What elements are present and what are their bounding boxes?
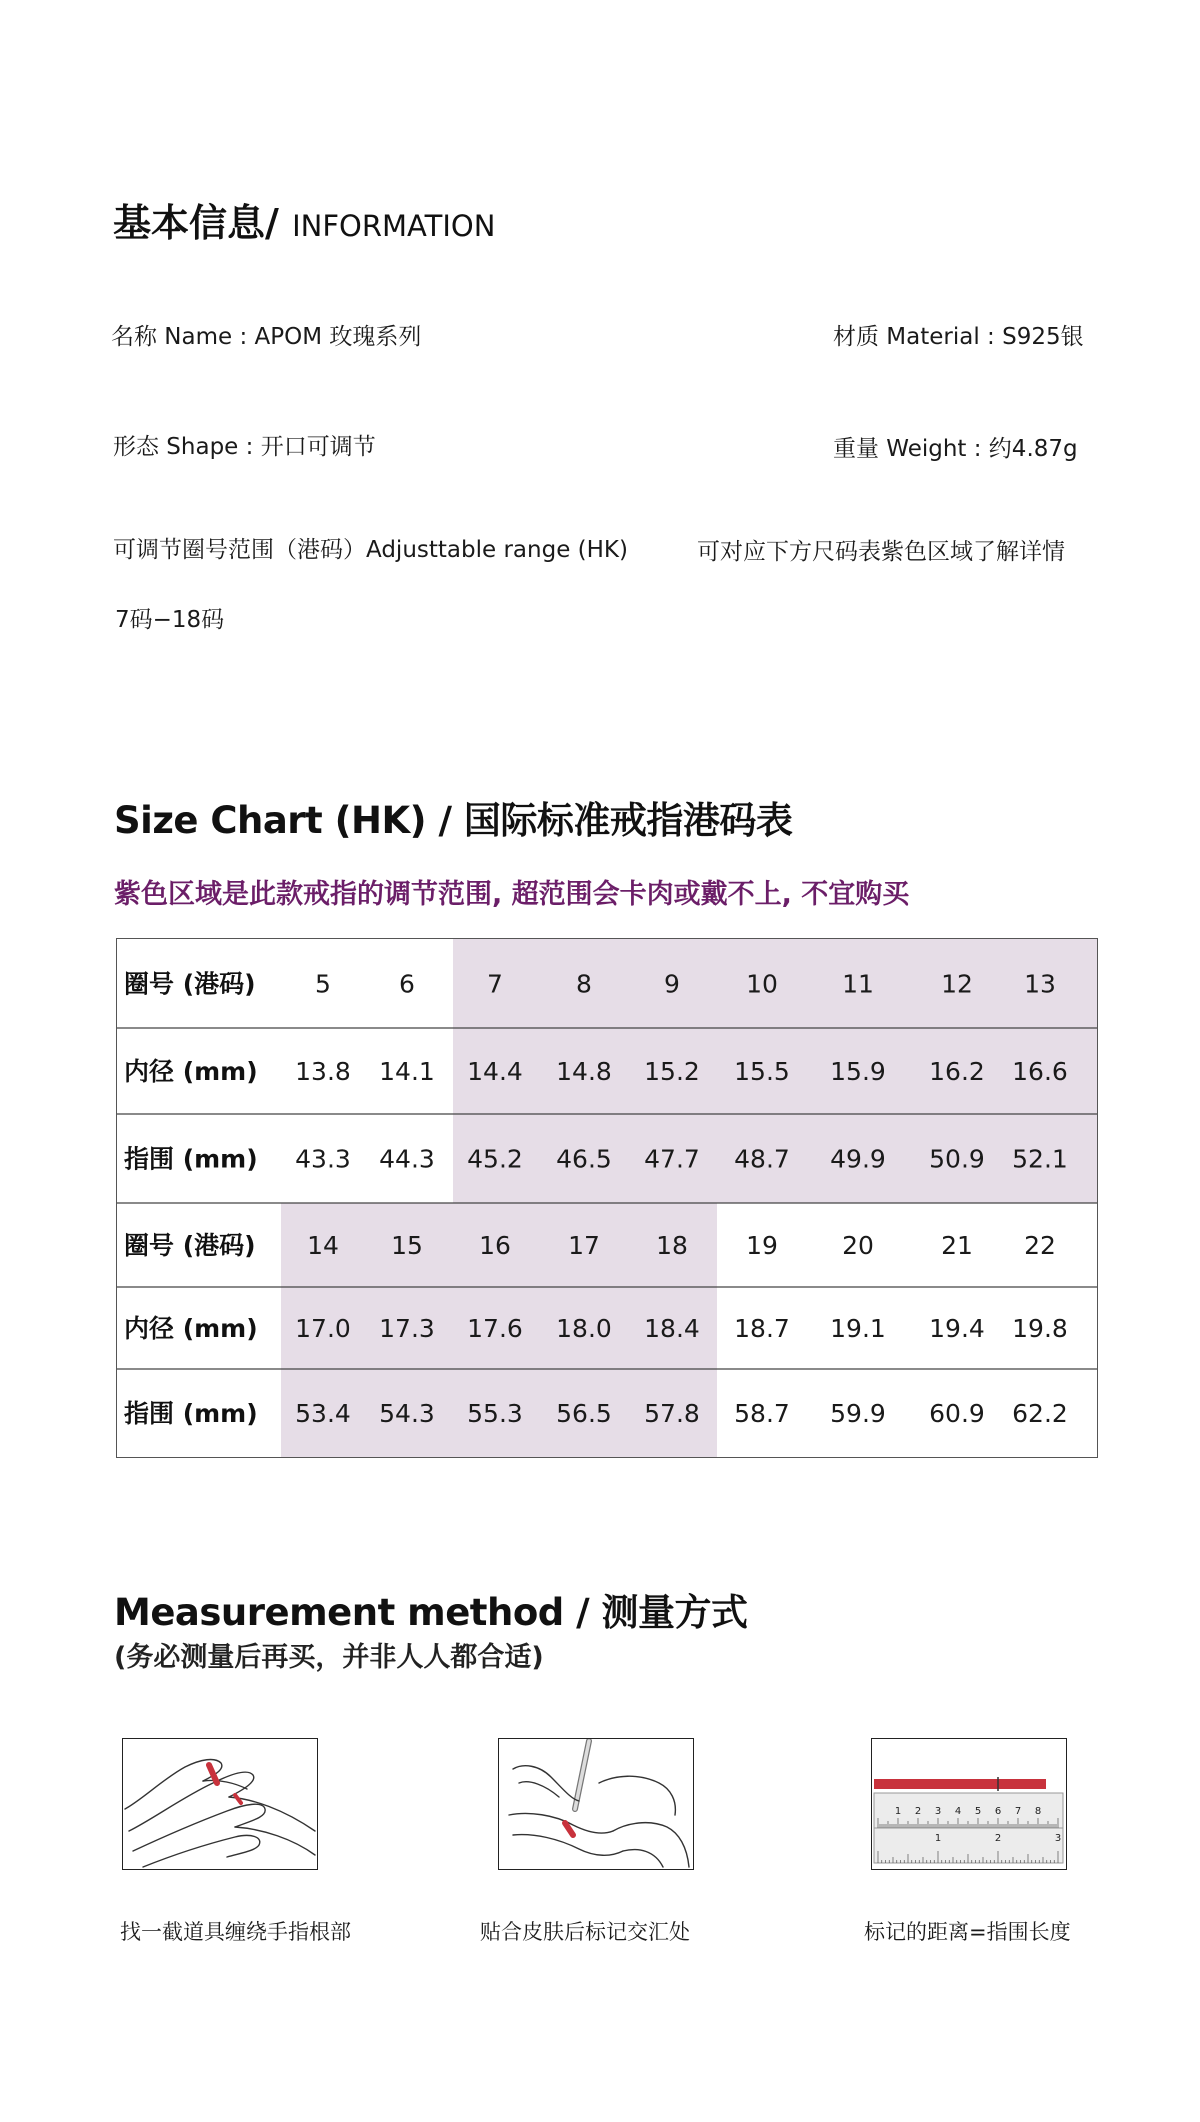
- size-cell: 56.5: [556, 1399, 612, 1428]
- size-cell: 14.1: [379, 1057, 435, 1086]
- measurement-title: Measurement method / 测量方式: [114, 1591, 748, 1634]
- row-label: 圈号 (港码): [124, 969, 256, 999]
- size-cell: 16: [479, 1231, 511, 1260]
- size-chart-table: [116, 938, 1098, 1458]
- size-cell: 55.3: [467, 1399, 523, 1428]
- info-title: [113, 192, 495, 247]
- size-cell: 62.2: [1012, 1399, 1068, 1428]
- size-cell: 43.3: [295, 1144, 351, 1174]
- size-cell: 6: [399, 969, 415, 999]
- ruler-number: 4: [954, 1806, 962, 1817]
- size-cell: 20: [842, 1231, 874, 1260]
- step-3-image: [871, 1738, 1067, 1870]
- size-cell: 53.4: [295, 1399, 351, 1428]
- size-cell: 17.0: [295, 1314, 351, 1343]
- ruler-number: 8: [1034, 1806, 1042, 1817]
- ruler-icon: [872, 1739, 1065, 1868]
- size-cell: 15.2: [644, 1057, 700, 1086]
- size-cell: 19.8: [1012, 1314, 1068, 1343]
- size-cell: 46.5: [556, 1144, 612, 1174]
- ruler-number: 2: [994, 1833, 1002, 1844]
- size-cell: 10: [746, 969, 778, 999]
- step-1-caption: 找一截道具缠绕手指根部: [120, 1920, 351, 1944]
- size-cell: 22: [1024, 1231, 1056, 1260]
- size-cell: 50.9: [929, 1144, 985, 1174]
- size-cell: 18.7: [734, 1314, 790, 1343]
- step-3-caption: 标记的距离=指围长度: [864, 1920, 1071, 1944]
- ruler-number: 3: [934, 1806, 942, 1817]
- ruler-number: 5: [974, 1806, 982, 1817]
- product-weight: 重量 Weight : 约4.87g: [833, 436, 1078, 462]
- size-cell: 17.6: [467, 1314, 523, 1343]
- info-title-en: INFORMATION: [292, 209, 496, 243]
- adjustable-range-label: 可调节圈号范围（港码）Adjusttable range (HK): [113, 537, 628, 563]
- size-cell: 58.7: [734, 1399, 790, 1428]
- info-title-cn: 基本信息/: [113, 201, 279, 245]
- size-cell: 18: [656, 1231, 688, 1260]
- size-cell: 16.6: [1012, 1057, 1068, 1086]
- size-cell: 19: [746, 1231, 778, 1260]
- size-cell: 9: [664, 969, 680, 999]
- size-cell: 14: [307, 1231, 339, 1260]
- row-label: 圈号 (港码): [124, 1231, 256, 1260]
- size-cell: 54.3: [379, 1399, 435, 1428]
- step-1-image: [122, 1738, 318, 1870]
- size-cell: 8: [576, 969, 592, 999]
- size-cell: 60.9: [929, 1399, 985, 1428]
- size-cell: 5: [315, 969, 331, 999]
- size-cell: 19.4: [929, 1314, 985, 1343]
- size-chart-title: Size Chart (HK) / 国际标准戒指港码表: [114, 799, 793, 842]
- hand-wrap-icon: [123, 1739, 316, 1868]
- size-cell: 14.4: [467, 1057, 523, 1086]
- adjustable-range-note: 可对应下方尺码表紫色区域了解详情: [697, 539, 1065, 565]
- size-cell: 49.9: [830, 1144, 886, 1174]
- size-cell: 13.8: [295, 1057, 351, 1086]
- ruler-number: 1: [894, 1806, 902, 1817]
- size-chart-grid: [117, 939, 1097, 1457]
- size-cell: 47.7: [644, 1144, 700, 1174]
- row-label: 内径 (mm): [124, 1057, 258, 1086]
- size-cell: 44.3: [379, 1144, 435, 1174]
- size-cell: 13: [1024, 969, 1056, 999]
- ruler-number: 2: [914, 1806, 922, 1817]
- measurement-subtitle: (务必测量后再买，并非人人都合适): [114, 1642, 544, 1673]
- step-2-caption: 贴合皮肤后标记交汇处: [480, 1920, 690, 1944]
- hand-mark-icon: [499, 1739, 692, 1868]
- ruler-number: 1: [934, 1833, 942, 1844]
- size-cell: 21: [941, 1231, 973, 1260]
- size-chart-note: 紫色区域是此款戒指的调节范围, 超范围会卡肉或戴不上, 不宜购买: [114, 879, 910, 910]
- product-material: 材质 Material : S925银: [833, 324, 1084, 350]
- step-2-image: [498, 1738, 694, 1870]
- size-cell: 15: [391, 1231, 423, 1260]
- size-cell: 52.1: [1012, 1144, 1068, 1174]
- ruler-number: 7: [1014, 1806, 1022, 1817]
- row-label: 内径 (mm): [124, 1314, 258, 1343]
- size-cell: 45.2: [467, 1144, 523, 1174]
- size-cell: 59.9: [830, 1399, 886, 1428]
- size-cell: 18.0: [556, 1314, 612, 1343]
- row-label: 指围 (mm): [124, 1399, 258, 1428]
- size-cell: 7: [487, 969, 503, 999]
- size-cell: 15.9: [830, 1057, 886, 1086]
- size-cell: 18.4: [644, 1314, 700, 1343]
- product-name: 名称 Name : APOM 玫瑰系列: [111, 324, 422, 350]
- size-cell: 17.3: [379, 1314, 435, 1343]
- size-cell: 19.1: [830, 1314, 886, 1343]
- size-cell: 16.2: [929, 1057, 985, 1086]
- size-cell: 12: [941, 969, 973, 999]
- size-cell: 57.8: [644, 1399, 700, 1428]
- row-label: 指围 (mm): [124, 1144, 258, 1174]
- ruler-number: 3: [1054, 1833, 1062, 1844]
- size-cell: 11: [842, 969, 874, 999]
- product-shape: 形态 Shape : 开口可调节: [113, 434, 376, 460]
- ruler-number: 6: [994, 1806, 1002, 1817]
- size-cell: 14.8: [556, 1057, 612, 1086]
- size-cell: 48.7: [734, 1144, 790, 1174]
- size-cell: 15.5: [734, 1057, 790, 1086]
- size-cell: 17: [568, 1231, 600, 1260]
- adjustable-range-value: 7码−18码: [115, 607, 225, 633]
